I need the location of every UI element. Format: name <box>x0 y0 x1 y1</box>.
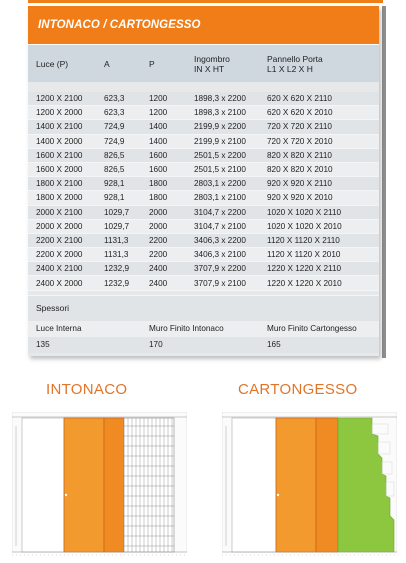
table-title: INTONACO / CARTONGESSO <box>38 19 201 31</box>
cartongesso-door-panel-1 <box>276 418 316 552</box>
cell-pannello: 720 X 720 X 2110 <box>267 122 332 132</box>
cell-ingombro: 2501,5 x 2100 <box>194 165 246 175</box>
header-a: A <box>104 58 110 69</box>
table-row <box>28 276 379 290</box>
cell-p: 1800 <box>149 179 168 189</box>
cell-pannello: 820 X 820 X 2010 <box>267 165 333 175</box>
table-row <box>28 248 379 262</box>
cell-pannello: 620 X 620 X 2010 <box>267 108 333 118</box>
cell-pannello: 820 X 820 X 2110 <box>267 150 332 160</box>
cell-a: 1131,3 <box>104 235 129 245</box>
table-row <box>28 106 379 120</box>
cell-ingombro: 3104,7 x 2200 <box>194 207 246 217</box>
cell-p: 2000 <box>149 207 168 217</box>
cell-a: 928,1 <box>104 193 125 203</box>
cell-luce: 1800 X 2100 <box>36 179 83 189</box>
cell-ingombro: 1898,3 x 2200 <box>194 94 246 104</box>
cell-pannello: 1020 X 1020 X 2110 <box>267 207 342 217</box>
cell-pannello: 1120 X 1120 X 2110 <box>267 235 340 245</box>
header-pannello <box>267 54 379 74</box>
table-row <box>28 262 379 276</box>
table-row <box>28 177 379 191</box>
spessori-value-intonaco: 170 <box>149 340 163 350</box>
header-ingombro-line1: Ingombro <box>194 53 230 64</box>
cell-a: 724,9 <box>104 136 125 146</box>
cell-ingombro: 3406,3 x 2200 <box>194 235 246 245</box>
cell-luce: 1200 X 2000 <box>36 108 83 118</box>
cartongesso-drawing <box>222 412 397 558</box>
cell-pannello: 920 X 920 X 2110 <box>267 179 332 189</box>
cell-ingombro: 3104,7 x 2100 <box>194 221 246 231</box>
cell-p: 1600 <box>149 150 168 160</box>
cell-luce: 2200 X 2000 <box>36 250 83 260</box>
intonaco-handle <box>65 494 67 496</box>
spec-table <box>28 6 379 356</box>
cell-ingombro: 2199,9 x 2200 <box>194 122 246 132</box>
table-title-bar <box>28 6 379 44</box>
header-luce: Luce (P) <box>36 58 69 69</box>
cell-pannello: 1020 X 1020 X 2010 <box>267 221 342 231</box>
table-row <box>28 220 379 234</box>
table-row <box>28 149 379 163</box>
cell-luce: 2400 X 2100 <box>36 264 83 274</box>
cell-ingombro: 2199,9 x 2100 <box>194 136 246 146</box>
cell-luce: 2000 X 2100 <box>36 207 83 217</box>
cell-luce: 2000 X 2000 <box>36 221 83 231</box>
cell-luce: 1600 X 2000 <box>36 165 83 175</box>
cell-p: 1400 <box>149 122 168 132</box>
cell-a: 1029,7 <box>104 207 130 217</box>
cartongesso-opening <box>232 418 276 552</box>
header-pannello-line2: L1 X L2 X H <box>267 63 313 74</box>
cell-p: 1200 <box>149 94 168 104</box>
cell-pannello: 920 X 920 X 2010 <box>267 193 333 203</box>
cell-luce: 1400 X 2100 <box>36 122 83 132</box>
table-row <box>28 191 379 205</box>
header-ingombro-line2: IN X HT <box>194 63 225 74</box>
cell-p: 1200 <box>149 108 168 118</box>
spessori-value-luce-interna: 135 <box>36 340 50 350</box>
cell-p: 1400 <box>149 136 168 146</box>
cell-ingombro: 3707,9 x 2100 <box>194 278 246 288</box>
cell-luce: 2200 X 2100 <box>36 235 83 245</box>
cell-luce: 2400 X 2000 <box>36 278 83 288</box>
cell-a: 826,5 <box>104 165 125 175</box>
cell-p: 2000 <box>149 221 168 231</box>
cell-p: 2200 <box>149 235 168 245</box>
cell-a: 1029,7 <box>104 221 130 231</box>
cell-pannello: 1220 X 1220 X 2110 <box>267 264 342 274</box>
cell-ingombro: 1898,3 x 2100 <box>194 108 246 118</box>
cell-a: 826,5 <box>104 150 125 160</box>
intonaco-opening <box>22 418 64 552</box>
cell-a: 1232,9 <box>104 278 130 288</box>
table-header <box>28 44 379 82</box>
spessori-value-cartongesso: 165 <box>267 340 281 350</box>
cell-a: 1131,3 <box>104 250 129 260</box>
cell-luce: 1800 X 2000 <box>36 193 83 203</box>
spessori-header-luce-interna: Luce Interna <box>36 324 82 334</box>
intonaco-door-panel-2 <box>104 418 124 552</box>
intonaco-label: INTONACO <box>46 381 128 398</box>
cell-ingombro: 2803,1 x 2200 <box>194 179 246 189</box>
table-row <box>28 163 379 177</box>
cell-a: 928,1 <box>104 179 125 189</box>
table-body <box>28 92 379 291</box>
table-row <box>28 135 379 149</box>
spessori-label: Spessori <box>28 295 379 321</box>
cartongesso-label: CARTONGESSO <box>238 381 358 398</box>
cell-pannello: 1220 X 1220 X 2010 <box>267 278 342 288</box>
spessori-header-cartongesso: Muro Finito Cartongesso <box>267 324 357 334</box>
cell-ingombro: 2803,1 x 2100 <box>194 193 246 203</box>
table-row <box>28 206 379 220</box>
intonaco-drawing <box>12 412 187 558</box>
header-ingombro <box>194 54 267 74</box>
spessori-header-intonaco: Muro Finito Intonaco <box>149 324 224 334</box>
cell-luce: 1400 X 2000 <box>36 136 83 146</box>
cell-a: 623,3 <box>104 108 125 118</box>
table-row <box>28 120 379 134</box>
cell-pannello: 1120 X 1120 X 2010 <box>267 250 341 260</box>
cell-ingombro: 3707,9 x 2200 <box>194 264 246 274</box>
cell-p: 1600 <box>149 165 168 175</box>
header-p: P <box>149 58 155 69</box>
table-row <box>28 92 379 106</box>
intonaco-wall <box>124 418 174 552</box>
cartongesso-handle <box>277 494 279 496</box>
cell-pannello: 620 X 620 X 2110 <box>267 94 332 104</box>
spessori-value-row <box>28 337 379 353</box>
cartongesso-door-panel-2 <box>316 418 338 552</box>
cell-ingombro: 2501,5 x 2200 <box>194 150 246 160</box>
cell-a: 724,9 <box>104 122 125 132</box>
top-accent-line <box>28 0 383 3</box>
spessori-header-row <box>28 321 379 337</box>
cell-p: 1800 <box>149 193 168 203</box>
cell-pannello: 720 X 720 X 2010 <box>267 136 333 146</box>
cell-a: 623,3 <box>104 94 125 104</box>
cell-luce: 1600 X 2100 <box>36 150 83 160</box>
cell-p: 2200 <box>149 250 168 260</box>
intonaco-door-panel-1 <box>64 418 104 552</box>
cell-ingombro: 3406,3 x 2100 <box>194 250 246 260</box>
header-pannello-line1: Pannello Porta <box>267 53 323 64</box>
table-shadow <box>382 6 386 358</box>
cell-a: 1232,9 <box>104 264 130 274</box>
cell-luce: 1200 X 2100 <box>36 94 83 104</box>
table-row <box>28 234 379 248</box>
cell-p: 2400 <box>149 264 168 274</box>
cell-p: 2400 <box>149 278 168 288</box>
